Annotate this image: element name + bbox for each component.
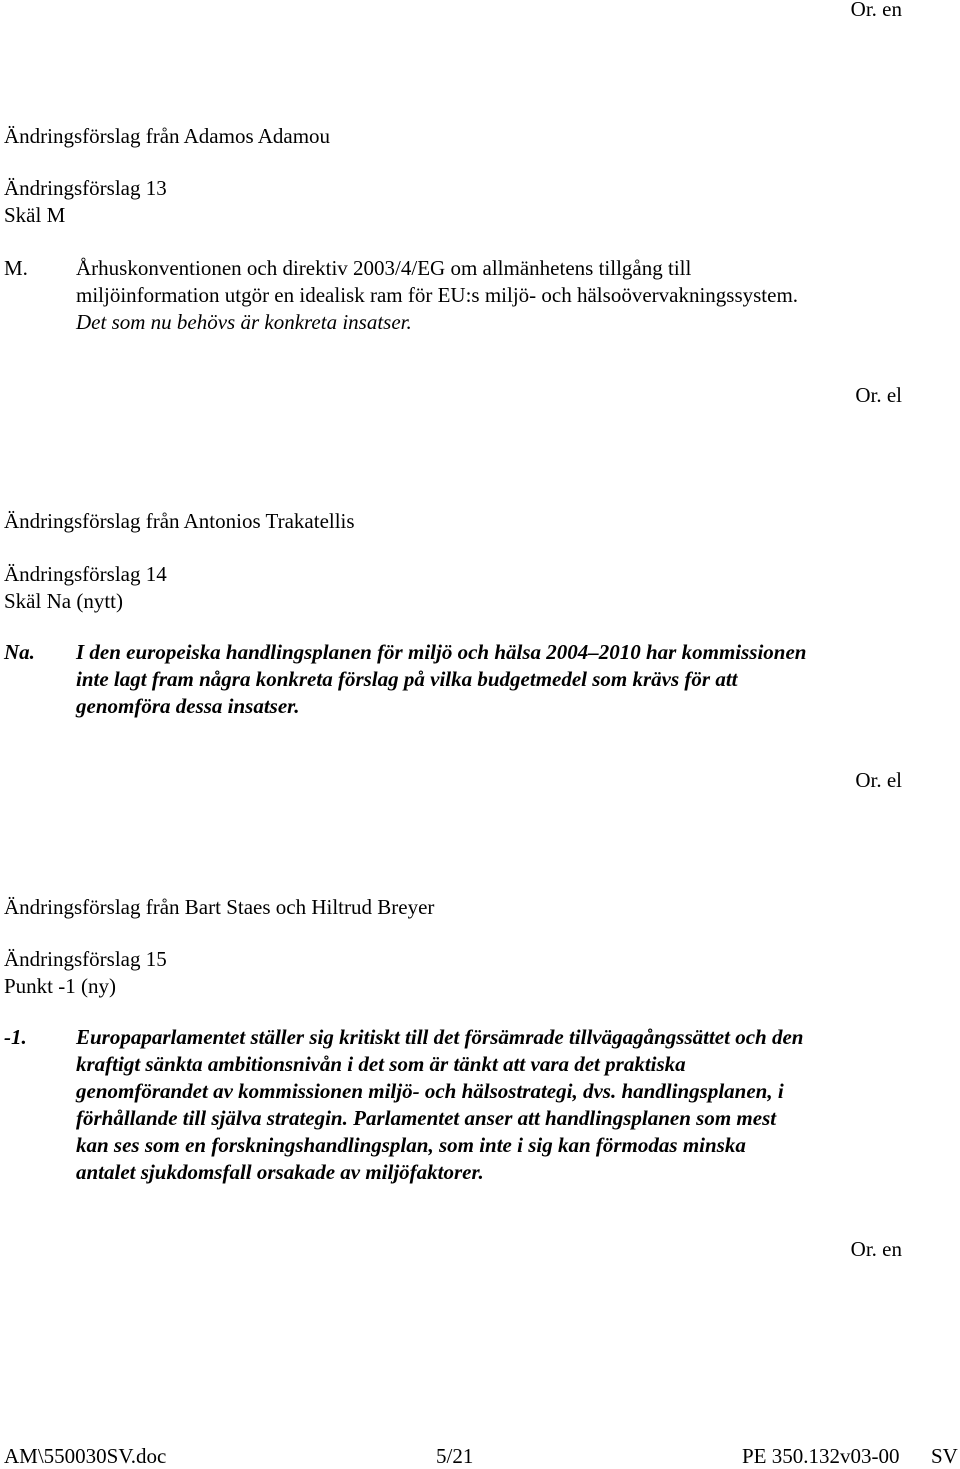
footer-page-number: 5/21 bbox=[436, 1444, 474, 1468]
paragraph-text bbox=[76, 255, 798, 336]
paragraph-line-italic: Det som nu behövs är konkreta insatser. bbox=[76, 310, 412, 334]
paragraph-line: inte lagt fram några konkreta förslag på vilka budgetmedel som krävs för att bbox=[76, 667, 738, 691]
amendment-author-line: Ändringsförslag från Bart Staes och Hiltrud Breyer bbox=[4, 895, 435, 919]
paragraph-line: genomföra dessa insatser. bbox=[76, 694, 300, 718]
paragraph-line: I den europeiska handlingsplanen för miljö och hälsa 2004–2010 har kommissionen bbox=[76, 640, 807, 664]
paragraph-line: Århuskonventionen och direktiv 2003/4/EG om allmänhetens tillgång till bbox=[76, 256, 692, 280]
amendment-author-line: Ändringsförslag från Antonios Trakatellis bbox=[4, 509, 355, 533]
amendment-number: Ändringsförslag 14 bbox=[4, 562, 167, 586]
footer-document-reference: AM\550030SV.doc bbox=[4, 1444, 167, 1468]
paragraph-line: miljöinformation utgör en idealisk ram för EU:s miljö- och hälsoövervakningssystem. bbox=[76, 283, 799, 307]
paragraph-line: kan ses som en forskningshandlingsplan, som inte i sig kan förmodas minska bbox=[76, 1133, 746, 1157]
paragraph-label: Na. bbox=[4, 640, 35, 664]
paragraph-label: -1. bbox=[4, 1025, 27, 1049]
paragraph-line: genomförandet av kommissionen miljö- och hälsostrategi, dvs. handlingsplanen, i bbox=[76, 1079, 784, 1103]
original-language-label: Or. en bbox=[850, 0, 902, 21]
amendment-target: Skäl Na (nytt) bbox=[4, 589, 123, 613]
original-language-label: Or. en bbox=[850, 1237, 902, 1261]
paragraph-line: antalet sjukdomsfall orsakade av miljöfaktorer. bbox=[76, 1160, 484, 1184]
paragraph-line: Europaparlamentet ställer sig kritiskt till det försämrade tillvägagångssättet och den bbox=[76, 1025, 804, 1049]
amendment-number: Ändringsförslag 13 bbox=[4, 176, 167, 200]
paragraph-text bbox=[76, 639, 806, 720]
original-language-label: Or. el bbox=[855, 383, 902, 407]
paragraph-line: kraftigt sänkta ambitionsnivån i det som är tänkt att vara det praktiska bbox=[76, 1052, 686, 1076]
footer-pe-reference: PE 350.132v03-00 bbox=[742, 1444, 900, 1468]
paragraph-label: M. bbox=[4, 256, 28, 280]
paragraph-text bbox=[76, 1024, 803, 1186]
amendment-author-line: Ändringsförslag från Adamos Adamou bbox=[4, 124, 331, 148]
amendment-target: Skäl M bbox=[4, 203, 66, 227]
amendment-number: Ändringsförslag 15 bbox=[4, 947, 167, 971]
original-language-label: Or. el bbox=[855, 768, 902, 792]
paragraph-line: förhållande till själva strategin. Parlamentet anser att handlingsplanen som mest bbox=[76, 1106, 777, 1130]
amendment-target: Punkt -1 (ny) bbox=[4, 974, 116, 998]
footer-language-code: SV bbox=[931, 1444, 958, 1468]
